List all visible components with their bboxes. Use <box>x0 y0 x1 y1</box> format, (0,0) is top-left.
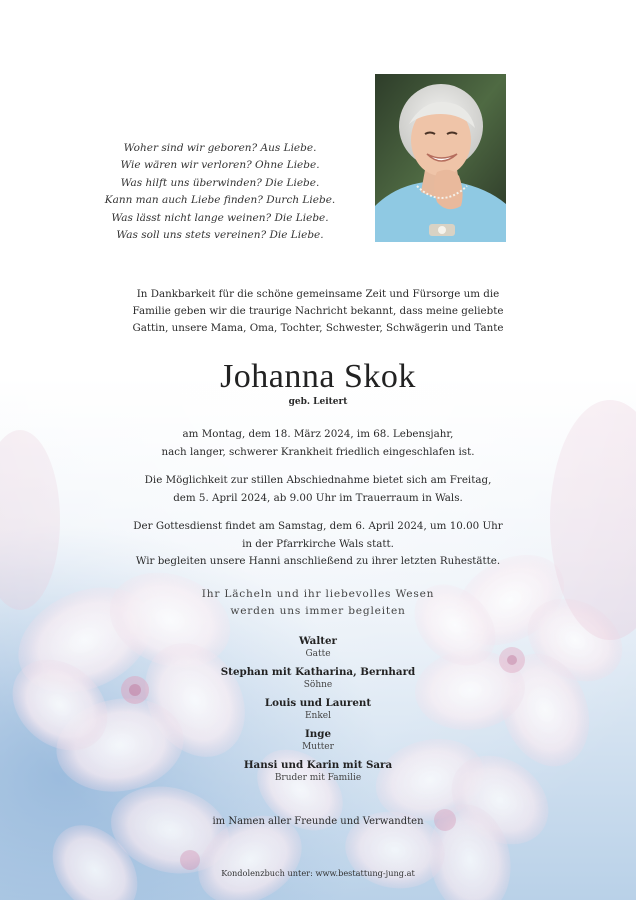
farewell-info-line: Die Möglichkeit zur stillen Abschiednahme bietet sich am Freitag, <box>144 474 492 486</box>
mourner-relation: Gatte <box>305 649 331 659</box>
poem <box>80 140 360 244</box>
mourner-name: Stephan mit Katharina, Bernhard <box>220 666 416 678</box>
mourner-entry <box>0 758 636 784</box>
mourners-list <box>0 634 636 789</box>
closing-line: im Namen aller Freunde und Verwandten <box>212 816 424 827</box>
portrait-photo <box>375 74 506 242</box>
quote-line: Ihr Lächeln und ihr liebevolles Wesen <box>201 588 435 600</box>
memorial-quote <box>0 586 636 619</box>
mourner-entry <box>0 696 636 722</box>
mourner-name: Inge <box>304 728 332 740</box>
deceased-name: Johanna Skok <box>220 358 416 395</box>
mourner-relation: Söhne <box>303 680 333 690</box>
poem-line: Was hilft uns überwinden? Die Liebe. <box>120 176 320 189</box>
farewell-info-line: dem 5. April 2024, ab 9.00 Uhr im Trauerraum in Wals. <box>173 491 463 504</box>
farewell-info <box>0 472 636 507</box>
death-notice-line: am Montag, dem 18. März 2024, im 68. Lebensjahr, <box>182 428 454 440</box>
mourner-name: Hansi und Karin mit Sara <box>243 759 393 771</box>
mourner-relation: Mutter <box>302 742 334 752</box>
intro-line: Familie geben wir die traurige Nachricht bekannt, dass meine geliebte <box>132 305 504 317</box>
poem-line: Woher sind wir geboren? Aus Liebe. <box>123 142 317 154</box>
service-info-line: Der Gottesdienst findet am Samstag, dem 6. April 2024, um 10.00 Uhr <box>133 520 503 532</box>
quote-line: werden uns immer begleiten <box>230 604 406 617</box>
mourner-relation: Enkel <box>304 711 332 721</box>
poem-line: Kann man auch Liebe finden? Durch Liebe. <box>104 194 336 207</box>
birth-name: geb. Leitert <box>288 397 348 407</box>
poem-line: Was soll uns stets vereinen? Die Liebe. <box>116 229 324 242</box>
intro-text <box>0 286 636 337</box>
service-info <box>0 518 636 571</box>
mourner-relation: Bruder mit Familie <box>274 773 362 783</box>
service-info-line: Wir begleiten unsere Hanni anschließend zu ihrer letzten Ruhestätte. <box>135 555 501 567</box>
intro-line: Gattin, unsere Mama, Oma, Tochter, Schwester, Schwägerin und Tante <box>132 322 504 334</box>
mourner-entry <box>0 727 636 753</box>
condolence-book-link[interactable]: Kondolenzbuch unter: www.bestattung-jung.at <box>221 868 415 878</box>
mourner-name: Walter <box>299 635 337 647</box>
poem-line: Was lässt nicht lange weinen? Die Liebe. <box>111 211 329 224</box>
intro-line: In Dankbarkeit für die schöne gemeinsame Zeit und Fürsorge um die <box>136 288 500 300</box>
mourner-name: Louis und Laurent <box>264 697 372 709</box>
death-notice-line: nach langer, schwerer Krankheit friedlich eingeschlafen ist. <box>161 445 475 458</box>
mourner-entry <box>0 665 636 691</box>
service-info-line: in der Pfarrkirche Wals statt. <box>242 537 394 550</box>
mourner-entry <box>0 634 636 660</box>
death-notice <box>0 426 636 461</box>
poem-line: Wie wären wir verloren? Ohne Liebe. <box>120 159 320 172</box>
